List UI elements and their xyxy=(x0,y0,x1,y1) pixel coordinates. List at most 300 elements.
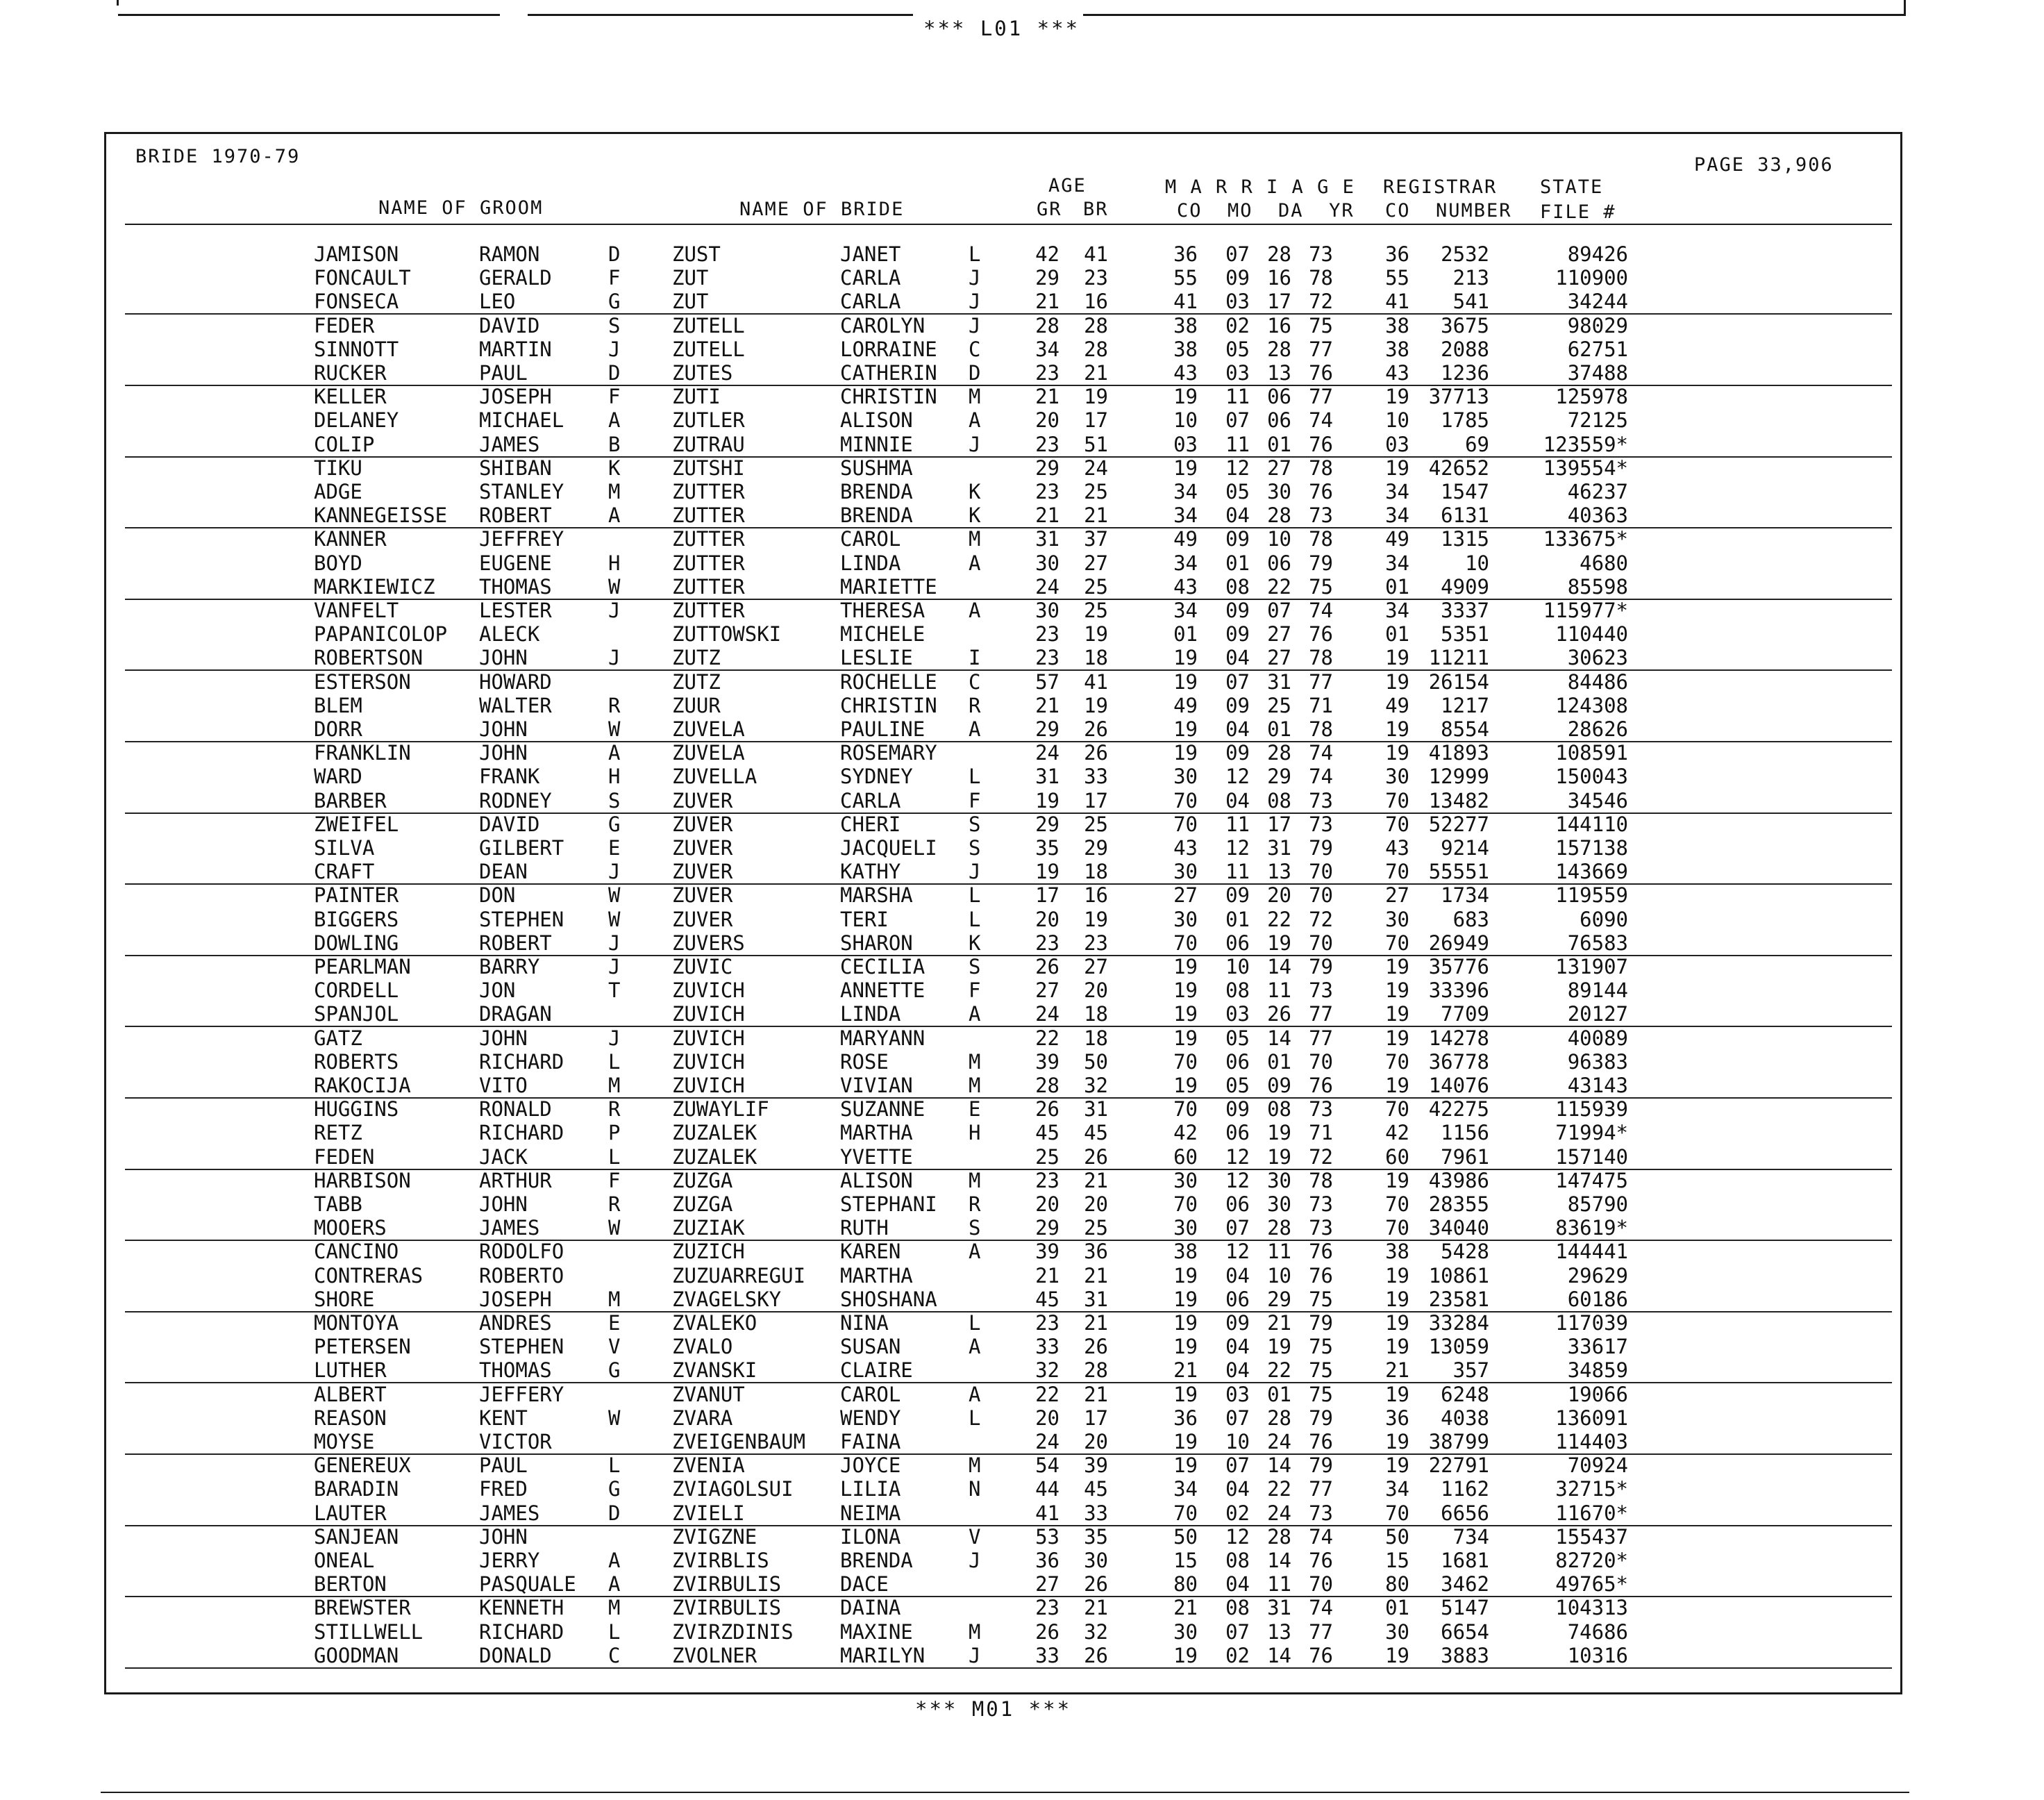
table-row xyxy=(0,742,2044,765)
marriage-month: 07 xyxy=(1225,1453,1250,1478)
state-file-number: 4680 xyxy=(1580,551,1628,575)
bride-given-name: MICHELE xyxy=(840,622,925,647)
state-file-number: 10316 xyxy=(1567,1643,1628,1667)
groom-surname: ALBERT xyxy=(314,1382,387,1406)
registrar-county: 19 xyxy=(1385,1643,1409,1667)
table-row xyxy=(0,290,2044,314)
age-bride: 25 xyxy=(1084,574,1108,599)
registrar-number: 357 xyxy=(1452,1358,1489,1383)
page-title: BRIDE 1970-79 xyxy=(135,146,301,167)
age-groom: 20 xyxy=(1035,907,1059,931)
groom-surname: FONSECA xyxy=(314,290,399,314)
marriage-day: 17 xyxy=(1267,812,1291,836)
groom-surname: CRAFT xyxy=(314,860,375,884)
marriage-year: 77 xyxy=(1309,1477,1333,1501)
bride-given-name: MINNIE xyxy=(840,432,913,456)
marriage-year: 75 xyxy=(1309,574,1333,599)
state-file-number: 72125 xyxy=(1567,408,1628,433)
registrar-number: 2088 xyxy=(1441,337,1489,361)
marriage-day: 13 xyxy=(1267,361,1291,385)
marriage-county: 01 xyxy=(1173,622,1198,647)
age-bride: 45 xyxy=(1084,1477,1108,1501)
bride-surname: ZUVICH xyxy=(672,1074,745,1097)
marriage-month: 02 xyxy=(1225,313,1250,338)
age-bride: 20 xyxy=(1084,1430,1108,1453)
bride-given-name: DAINA xyxy=(840,1596,901,1620)
registrar-number: 6131 xyxy=(1441,503,1489,528)
groom-given-name: RICHARD xyxy=(479,1121,564,1145)
age-bride: 41 xyxy=(1084,669,1108,694)
groom-surname: DELANEY xyxy=(314,408,399,433)
table-row xyxy=(0,1526,2044,1549)
marriage-day: 31 xyxy=(1267,669,1291,694)
groom-surname: MOOERS xyxy=(314,1216,387,1240)
marriage-year: 78 xyxy=(1309,1168,1333,1192)
bride-surname: ZUTTER xyxy=(672,503,745,528)
marriage-day: 19 xyxy=(1267,1121,1291,1145)
bride-surname: ZUZGA xyxy=(672,1192,733,1216)
groom-initial: E xyxy=(608,1311,621,1335)
marriage-year: 76 xyxy=(1309,1430,1333,1453)
top-marker: *** L01 *** xyxy=(923,17,1080,40)
marriage-year: 71 xyxy=(1309,693,1333,717)
marriage-month: 07 xyxy=(1225,669,1250,694)
marriage-month: 09 xyxy=(1225,1097,1250,1122)
marriage-header: M A R R I A G E xyxy=(1165,176,1355,198)
age-groom: 23 xyxy=(1035,480,1059,503)
marriage-day: 31 xyxy=(1267,1596,1291,1620)
table-row xyxy=(0,956,2044,979)
bride-given-name: LINDA xyxy=(840,551,901,575)
marriage-year: 73 xyxy=(1309,812,1333,836)
groom-initial: W xyxy=(608,1406,621,1430)
groom-surname: GATZ xyxy=(314,1026,362,1050)
groom-given-name: JOHN xyxy=(479,741,528,765)
age-bride: 30 xyxy=(1084,1549,1108,1572)
registrar-county: 30 xyxy=(1385,765,1409,789)
marriage-county: 36 xyxy=(1173,1406,1198,1430)
groom-given-name: ROBERT xyxy=(479,931,552,955)
age-groom: 33 xyxy=(1035,1335,1059,1359)
marriage-year: 73 xyxy=(1309,1192,1333,1216)
marriage-month: 07 xyxy=(1225,408,1250,433)
marriage-day: 14 xyxy=(1267,1643,1291,1667)
registrar-number: 42652 xyxy=(1428,456,1489,480)
table-row xyxy=(0,1407,2044,1431)
marriage-county: 19 xyxy=(1173,978,1198,1003)
marriage-county: 30 xyxy=(1173,1619,1198,1644)
marriage-day: 22 xyxy=(1267,574,1291,599)
marriage-county: 21 xyxy=(1173,1358,1198,1383)
groom-surname: CONTRERAS xyxy=(314,1263,424,1288)
marriage-month: 09 xyxy=(1225,527,1250,551)
marriage-day: 16 xyxy=(1267,313,1291,338)
state-file-number: 131907 xyxy=(1555,955,1628,978)
bride-given-name: LESLIE xyxy=(840,646,913,670)
groom-initial: L xyxy=(608,1144,621,1169)
age-bride: 18 xyxy=(1084,1026,1108,1050)
bride-surname: ZUTTER xyxy=(672,551,745,575)
groom-given-name: STEPHEN xyxy=(479,907,564,931)
bride-surname: ZVALEKO xyxy=(672,1311,757,1335)
bride-given-name: CLAIRE xyxy=(840,1358,913,1383)
marriage-day: 11 xyxy=(1267,978,1291,1003)
state-file-number: 34244 xyxy=(1567,290,1628,314)
marriage-year: 73 xyxy=(1309,242,1333,266)
bride-given-name: SYDNEY xyxy=(840,765,913,789)
bride-initial: M xyxy=(969,527,981,551)
marriage-year: 76 xyxy=(1309,1549,1333,1572)
bride-given-name: FAINA xyxy=(840,1430,901,1453)
bride-given-name: SHOSHANA xyxy=(840,1287,937,1311)
groom-surname: VANFELT xyxy=(314,599,399,622)
groom-initial: M xyxy=(608,1074,621,1097)
groom-surname: RUCKER xyxy=(314,361,387,385)
bride-surname: ZUTTER xyxy=(672,480,745,503)
registrar-county: 19 xyxy=(1385,741,1409,765)
groom-surname: SILVA xyxy=(314,836,375,860)
table-row xyxy=(0,623,2044,647)
registrar-number: 213 xyxy=(1452,266,1489,290)
marriage-county: 70 xyxy=(1173,1049,1198,1074)
age-groom: 31 xyxy=(1035,527,1059,551)
bride-initial: S xyxy=(969,1216,981,1240)
groom-given-name: GILBERT xyxy=(479,836,564,860)
marriage-year: 77 xyxy=(1309,1002,1333,1026)
state-file-number: 89426 xyxy=(1567,242,1628,266)
bride-initial: C xyxy=(969,669,981,694)
groom-initial: F xyxy=(608,385,621,409)
registrar-county: 50 xyxy=(1385,1524,1409,1549)
age-bride: 28 xyxy=(1084,337,1108,361)
marriage-month: 07 xyxy=(1225,242,1250,266)
table-row xyxy=(0,884,2044,908)
marriage-county: 70 xyxy=(1173,788,1198,812)
marriage-year: 74 xyxy=(1309,1596,1333,1620)
marriage-day: 10 xyxy=(1267,527,1291,551)
bride-initial: I xyxy=(969,646,981,670)
state-file-number: 125978 xyxy=(1555,385,1628,409)
table-row xyxy=(0,1312,2044,1335)
groom-given-name: JEFFERY xyxy=(479,1382,564,1406)
marriage-day: 16 xyxy=(1267,266,1291,290)
age-bride: 20 xyxy=(1084,1192,1108,1216)
state-file-number: 43143 xyxy=(1567,1074,1628,1097)
bride-surname: ZUZALEK xyxy=(672,1121,757,1145)
marriage-columns-header: CO MO DA YR xyxy=(1177,200,1355,222)
state-file-number: 144441 xyxy=(1555,1240,1628,1264)
groom-given-name: JOHN xyxy=(479,1524,528,1549)
marriage-day: 28 xyxy=(1267,1406,1291,1430)
age-groom: 33 xyxy=(1035,1643,1059,1667)
age-bride: 19 xyxy=(1084,907,1108,931)
bride-surname: ZUTELL xyxy=(672,313,745,338)
age-bride: 18 xyxy=(1084,1002,1108,1026)
state-file-number: 30623 xyxy=(1567,646,1628,670)
marriage-county: 19 xyxy=(1173,1002,1198,1026)
marriage-month: 12 xyxy=(1225,765,1250,789)
table-row xyxy=(0,932,2044,956)
groom-initial: L xyxy=(608,1619,621,1644)
marriage-month: 04 xyxy=(1225,788,1250,812)
bride-surname: ZUZUARREGUI xyxy=(672,1263,806,1288)
bride-initial: M xyxy=(969,1619,981,1644)
bride-surname: ZUVER xyxy=(672,907,733,931)
marriage-day: 14 xyxy=(1267,1453,1291,1478)
bride-column-header: NAME OF BRIDE xyxy=(739,199,905,220)
marriage-month: 02 xyxy=(1225,1501,1250,1525)
table-row xyxy=(0,552,2044,576)
table-row xyxy=(0,315,2044,338)
state-file-number: 139554* xyxy=(1543,456,1628,480)
age-bride: 16 xyxy=(1084,290,1108,314)
state-file-number: 115939 xyxy=(1555,1097,1628,1122)
state-file-number: 34546 xyxy=(1567,788,1628,812)
age-bride: 23 xyxy=(1084,931,1108,955)
age-bride: 29 xyxy=(1084,836,1108,860)
bride-initial: A xyxy=(969,551,981,575)
marriage-day: 01 xyxy=(1267,432,1291,456)
groom-given-name: JAMES xyxy=(479,432,540,456)
marriage-year: 72 xyxy=(1309,1144,1333,1169)
age-bride: 21 xyxy=(1084,1311,1108,1335)
bride-initial: J xyxy=(969,432,981,456)
groom-surname: KANNEGEISSE xyxy=(314,503,448,528)
age-groom: 26 xyxy=(1035,1619,1059,1644)
groom-given-name: JON xyxy=(479,978,516,1003)
groom-surname: GENEREUX xyxy=(314,1453,411,1478)
bride-surname: ZVIRZDINIS xyxy=(672,1619,794,1644)
bride-surname: ZUZGA xyxy=(672,1168,733,1192)
marriage-month: 09 xyxy=(1225,693,1250,717)
age-bride: 39 xyxy=(1084,1453,1108,1478)
groom-given-name: RICHARD xyxy=(479,1049,564,1074)
marriage-day: 22 xyxy=(1267,1358,1291,1383)
bride-initial: L xyxy=(969,907,981,931)
marriage-county: 19 xyxy=(1173,717,1198,741)
bride-initial: L xyxy=(969,1311,981,1335)
bride-surname: ZVEIGENBAUM xyxy=(672,1430,806,1453)
groom-given-name: JEFFREY xyxy=(479,527,564,551)
groom-initial: P xyxy=(608,1121,621,1145)
age-groom: 32 xyxy=(1035,1358,1059,1383)
marriage-month: 09 xyxy=(1225,266,1250,290)
groom-given-name: RONALD xyxy=(479,1097,552,1122)
groom-initial: A xyxy=(608,741,621,765)
groom-surname: TABB xyxy=(314,1192,362,1216)
age-bride: 19 xyxy=(1084,693,1108,717)
registrar-county: 38 xyxy=(1385,337,1409,361)
marriage-county: 10 xyxy=(1173,408,1198,433)
marriage-day: 24 xyxy=(1267,1430,1291,1453)
age-bride: 41 xyxy=(1084,242,1108,266)
table-row xyxy=(0,647,2044,670)
state-file-number: 40089 xyxy=(1567,1026,1628,1050)
groom-given-name: PAUL xyxy=(479,1453,528,1478)
marriage-county: 19 xyxy=(1173,1335,1198,1359)
age-groom: 31 xyxy=(1035,765,1059,789)
age-bride: 32 xyxy=(1084,1074,1108,1097)
age-groom: 29 xyxy=(1035,717,1059,741)
age-groom: 21 xyxy=(1035,503,1059,528)
bride-surname: ZVIELI xyxy=(672,1501,745,1525)
marriage-year: 73 xyxy=(1309,503,1333,528)
marriage-county: 19 xyxy=(1173,1311,1198,1335)
table-row xyxy=(0,765,2044,789)
age-groom: 29 xyxy=(1035,456,1059,480)
groom-initial: K xyxy=(608,456,621,480)
groom-surname: ONEAL xyxy=(314,1549,375,1572)
marriage-year: 74 xyxy=(1309,741,1333,765)
table-row xyxy=(0,576,2044,599)
state-file-number: 60186 xyxy=(1567,1287,1628,1311)
bride-initial: D xyxy=(969,361,981,385)
table-row xyxy=(0,1573,2044,1597)
marriage-month: 03 xyxy=(1225,1002,1250,1026)
marriage-year: 79 xyxy=(1309,1311,1333,1335)
registrar-number: 3462 xyxy=(1441,1572,1489,1597)
table-row xyxy=(0,385,2044,409)
registrar-county: 34 xyxy=(1385,480,1409,503)
state-file-number: 82720* xyxy=(1555,1549,1628,1572)
marriage-year: 75 xyxy=(1309,1358,1333,1383)
age-bride: 16 xyxy=(1084,883,1108,908)
registrar-county: 01 xyxy=(1385,622,1409,647)
age-groom: 28 xyxy=(1035,313,1059,338)
registrar-number: 6654 xyxy=(1441,1619,1489,1644)
registrar-number: 7709 xyxy=(1441,1002,1489,1026)
marriage-year: 73 xyxy=(1309,1216,1333,1240)
registrar-number: 34040 xyxy=(1428,1216,1489,1240)
marriage-year: 76 xyxy=(1309,361,1333,385)
marriage-county: 19 xyxy=(1173,1263,1198,1288)
age-bride: 50 xyxy=(1084,1049,1108,1074)
bride-given-name: NINA xyxy=(840,1311,889,1335)
table-row xyxy=(0,433,2044,457)
registrar-county: 19 xyxy=(1385,1311,1409,1335)
marriage-year: 76 xyxy=(1309,1074,1333,1097)
marriage-county: 19 xyxy=(1173,456,1198,480)
marriage-month: 02 xyxy=(1225,1643,1250,1667)
groom-surname: ROBERTSON xyxy=(314,646,424,670)
marriage-day: 27 xyxy=(1267,646,1291,670)
bride-given-name: KAREN xyxy=(840,1240,901,1264)
bride-surname: ZUTTER xyxy=(672,574,745,599)
table-row xyxy=(0,1240,2044,1264)
age-groom: 21 xyxy=(1035,385,1059,409)
state-file-number: 114403 xyxy=(1555,1430,1628,1453)
bride-given-name: CAROL xyxy=(840,527,901,551)
groom-initial: W xyxy=(608,717,621,741)
groom-given-name: BARRY xyxy=(479,955,540,978)
registrar-county: 34 xyxy=(1385,503,1409,528)
registrar-county: 60 xyxy=(1385,1144,1409,1169)
bride-initial: L xyxy=(969,883,981,908)
marriage-month: 04 xyxy=(1225,717,1250,741)
groom-surname: MARKIEWICZ xyxy=(314,574,435,599)
age-bride: 33 xyxy=(1084,1501,1108,1525)
groom-given-name: DAVID xyxy=(479,812,540,836)
marriage-month: 06 xyxy=(1225,1049,1250,1074)
marriage-day: 29 xyxy=(1267,1287,1291,1311)
marriage-day: 17 xyxy=(1267,290,1291,314)
marriage-county: 30 xyxy=(1173,907,1198,931)
registrar-county: 15 xyxy=(1385,1549,1409,1572)
state-file-number: 6090 xyxy=(1580,907,1628,931)
groom-surname: PEARLMAN xyxy=(314,955,411,978)
marriage-county: 38 xyxy=(1173,337,1198,361)
age-bride: 28 xyxy=(1084,313,1108,338)
registrar-number: 42275 xyxy=(1428,1097,1489,1122)
state-file-number: 155437 xyxy=(1555,1524,1628,1549)
groom-surname: FEDER xyxy=(314,313,375,338)
marriage-year: 76 xyxy=(1309,1643,1333,1667)
marriage-month: 09 xyxy=(1225,622,1250,647)
age-groom: 34 xyxy=(1035,337,1059,361)
marriage-year: 77 xyxy=(1309,337,1333,361)
state-file-number: 32715* xyxy=(1555,1477,1628,1501)
bride-initial: J xyxy=(969,1549,981,1572)
marriage-county: 49 xyxy=(1173,693,1198,717)
marriage-month: 04 xyxy=(1225,1335,1250,1359)
marriage-day: 01 xyxy=(1267,717,1291,741)
registrar-number: 1217 xyxy=(1441,693,1489,717)
bride-given-name: JANET xyxy=(840,242,901,266)
registrar-county: 38 xyxy=(1385,1240,1409,1264)
bride-initial: C xyxy=(969,337,981,361)
groom-given-name: THOMAS xyxy=(479,1358,552,1383)
groom-surname: ROBERTS xyxy=(314,1049,399,1074)
marriage-county: 55 xyxy=(1173,266,1198,290)
registrar-county: 70 xyxy=(1385,1049,1409,1074)
bride-initial: J xyxy=(969,266,981,290)
age-groom: 45 xyxy=(1035,1287,1059,1311)
registrar-number: 4909 xyxy=(1441,574,1489,599)
bride-given-name: CECILIA xyxy=(840,955,925,978)
bride-surname: ZUZICH xyxy=(672,1240,745,1264)
registrar-number: 35776 xyxy=(1428,955,1489,978)
marriage-county: 30 xyxy=(1173,860,1198,884)
marriage-year: 79 xyxy=(1309,836,1333,860)
registrar-header: REGISTRAR xyxy=(1383,176,1498,198)
age-groom: 25 xyxy=(1035,1144,1059,1169)
marriage-month: 12 xyxy=(1225,456,1250,480)
age-bride: 31 xyxy=(1084,1287,1108,1311)
bride-given-name: MAXINE xyxy=(840,1619,913,1644)
marriage-month: 07 xyxy=(1225,1619,1250,1644)
age-bride: 17 xyxy=(1084,1406,1108,1430)
groom-given-name: SHIBAN xyxy=(479,456,552,480)
table-row xyxy=(0,1074,2044,1098)
bride-given-name: TERI xyxy=(840,907,889,931)
groom-initial: M xyxy=(608,1596,621,1620)
registrar-number: 11211 xyxy=(1428,646,1489,670)
groom-initial: G xyxy=(608,1358,621,1383)
groom-given-name: RODOLFO xyxy=(479,1240,564,1264)
bride-surname: ZVENIA xyxy=(672,1453,745,1478)
bride-given-name: KATHY xyxy=(840,860,901,884)
age-bride: 23 xyxy=(1084,266,1108,290)
bride-initial: K xyxy=(969,931,981,955)
marriage-year: 73 xyxy=(1309,1097,1333,1122)
bride-initial: N xyxy=(969,1477,981,1501)
groom-initial: F xyxy=(608,266,621,290)
age-bride: 27 xyxy=(1084,955,1108,978)
age-bride: 45 xyxy=(1084,1121,1108,1145)
age-groom: 28 xyxy=(1035,1074,1059,1097)
bride-surname: ZVANSKI xyxy=(672,1358,757,1383)
groom-given-name: RICHARD xyxy=(479,1619,564,1644)
